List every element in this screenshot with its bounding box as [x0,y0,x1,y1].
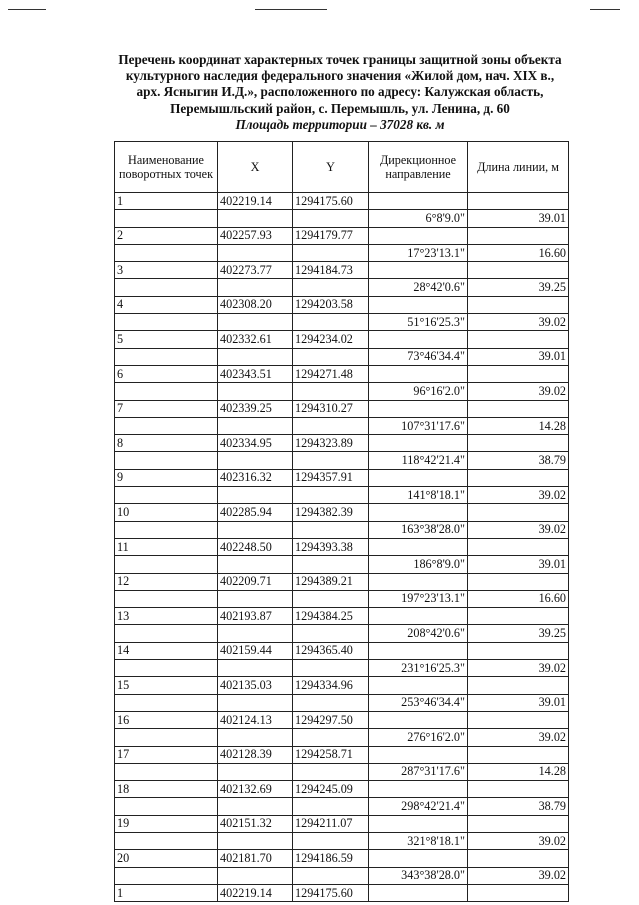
y-cell: 1294271.48 [293,365,369,382]
direction-cell: 51°16'25.3" [369,314,468,331]
point-name-cell [115,729,218,746]
point-name-cell [115,556,218,573]
x-cell: 402219.14 [218,193,293,210]
direction-cell [369,469,468,486]
y-cell [293,590,369,607]
point-name-cell: 4 [115,296,218,313]
table-header-row [115,142,569,193]
length-cell: 16.60 [468,590,569,607]
point-name-cell: 3 [115,262,218,279]
y-cell [293,348,369,365]
length-cell: 39.02 [468,314,569,331]
length-cell: 39.01 [468,694,569,711]
length-cell: 39.25 [468,279,569,296]
y-cell [293,867,369,884]
x-cell: 402248.50 [218,538,293,555]
length-cell [468,677,569,694]
point-row [115,711,569,728]
length-cell: 39.01 [468,556,569,573]
point-row [115,781,569,798]
direction-cell [369,711,468,728]
y-cell: 1294334.96 [293,677,369,694]
length-cell: 39.25 [468,625,569,642]
length-cell [468,296,569,313]
point-row [115,435,569,452]
point-row [115,884,569,901]
y-cell [293,417,369,434]
length-cell [468,435,569,452]
y-cell [293,487,369,504]
x-cell [218,832,293,849]
header-length: Длина линии, м [468,142,569,193]
direction-cell: 107°31'17.6" [369,417,468,434]
length-cell [468,262,569,279]
point-row [115,469,569,486]
direction-cell: 343°38'28.0" [369,867,468,884]
y-cell: 1294186.59 [293,850,369,867]
length-cell: 14.28 [468,417,569,434]
length-cell: 38.79 [468,452,569,469]
direction-cell: 163°38'28.0" [369,521,468,538]
x-cell: 402273.77 [218,262,293,279]
x-cell: 402159.44 [218,642,293,659]
point-name-cell [115,487,218,504]
direction-cell [369,331,468,348]
point-name-cell: 1 [115,884,218,901]
point-name-cell: 17 [115,746,218,763]
length-cell: 39.02 [468,832,569,849]
point-name-cell: 20 [115,850,218,867]
segment-row [115,832,569,849]
point-name-cell [115,210,218,227]
point-row [115,400,569,417]
direction-cell [369,884,468,901]
y-cell [293,556,369,573]
header-point-name: Наименование поворотных точек [115,142,218,193]
length-cell: 39.02 [468,867,569,884]
point-row [115,331,569,348]
length-cell: 39.02 [468,660,569,677]
direction-cell [369,850,468,867]
direction-cell [369,781,468,798]
segment-row [115,763,569,780]
x-cell [218,487,293,504]
y-cell [293,383,369,400]
length-cell [468,642,569,659]
scan-artifact-line [255,9,327,10]
segment-row [115,729,569,746]
segment-row [115,383,569,400]
x-cell: 402343.51 [218,365,293,382]
document-heading [60,52,620,133]
point-row [115,573,569,590]
y-cell [293,798,369,815]
point-name-cell: 8 [115,435,218,452]
length-cell [468,781,569,798]
point-row [115,262,569,279]
y-cell [293,521,369,538]
x-cell [218,210,293,227]
length-cell: 38.79 [468,798,569,815]
point-row [115,746,569,763]
length-cell: 39.01 [468,210,569,227]
length-cell: 39.02 [468,729,569,746]
header-x: X [218,142,293,193]
direction-cell [369,746,468,763]
direction-cell [369,608,468,625]
point-name-cell [115,314,218,331]
point-name-cell: 16 [115,711,218,728]
x-cell: 402135.03 [218,677,293,694]
y-cell [293,694,369,711]
segment-row [115,452,569,469]
length-cell [468,469,569,486]
length-cell [468,815,569,832]
segment-row [115,487,569,504]
direction-cell: 141°8'18.1" [369,487,468,504]
direction-cell [369,365,468,382]
y-cell: 1294234.02 [293,331,369,348]
direction-cell: 253°46'34.4" [369,694,468,711]
length-cell [468,365,569,382]
segment-row [115,314,569,331]
direction-cell: 6°8'9.0" [369,210,468,227]
direction-cell: 287°31'17.6" [369,763,468,780]
segment-row [115,348,569,365]
x-cell: 402334.95 [218,435,293,452]
y-cell [293,314,369,331]
direction-cell [369,227,468,244]
length-cell [468,538,569,555]
point-name-cell [115,832,218,849]
segment-row [115,279,569,296]
y-cell: 1294323.89 [293,435,369,452]
direction-cell [369,642,468,659]
x-cell [218,798,293,815]
point-name-cell: 10 [115,504,218,521]
x-cell [218,694,293,711]
point-name-cell: 14 [115,642,218,659]
y-cell: 1294179.77 [293,227,369,244]
length-cell [468,608,569,625]
x-cell: 402181.70 [218,850,293,867]
direction-cell [369,262,468,279]
segment-row [115,867,569,884]
title-line: арх. Ясныгин И.Д.», расположенного по адресу: Калужская область, [136,84,544,100]
y-cell: 1294297.50 [293,711,369,728]
x-cell: 402339.25 [218,400,293,417]
direction-cell: 298°42'21.4" [369,798,468,815]
point-name-cell [115,452,218,469]
y-cell: 1294258.71 [293,746,369,763]
x-cell [218,763,293,780]
x-cell [218,452,293,469]
x-cell: 402332.61 [218,331,293,348]
point-row [115,193,569,210]
length-cell: 39.02 [468,521,569,538]
direction-cell: 197°23'13.1" [369,590,468,607]
point-name-cell: 18 [115,781,218,798]
y-cell: 1294203.58 [293,296,369,313]
point-name-cell [115,798,218,815]
y-cell [293,832,369,849]
x-cell [218,521,293,538]
x-cell [218,417,293,434]
point-name-cell [115,763,218,780]
length-cell: 39.01 [468,348,569,365]
y-cell [293,452,369,469]
length-cell [468,193,569,210]
direction-cell [369,296,468,313]
direction-cell [369,677,468,694]
scan-artifact-line [590,9,620,10]
y-cell [293,625,369,642]
length-cell [468,227,569,244]
y-cell [293,210,369,227]
point-row [115,677,569,694]
direction-cell: 321°8'18.1" [369,832,468,849]
y-cell: 1294389.21 [293,573,369,590]
length-cell [468,504,569,521]
header-y: Y [293,142,369,193]
point-name-cell [115,417,218,434]
y-cell: 1294384.25 [293,608,369,625]
segment-row [115,660,569,677]
length-cell: 39.02 [468,383,569,400]
x-cell [218,244,293,261]
point-row [115,538,569,555]
point-row [115,365,569,382]
x-cell [218,729,293,746]
x-cell: 402132.69 [218,781,293,798]
point-row [115,642,569,659]
direction-cell [369,193,468,210]
point-row [115,296,569,313]
x-cell [218,383,293,400]
direction-cell: 28°42'0.6" [369,279,468,296]
length-cell [468,884,569,901]
y-cell: 1294382.39 [293,504,369,521]
y-cell: 1294365.40 [293,642,369,659]
x-cell [218,625,293,642]
point-name-cell [115,694,218,711]
point-name-cell: 9 [115,469,218,486]
point-name-cell: 7 [115,400,218,417]
y-cell [293,279,369,296]
x-cell [218,314,293,331]
coordinates-table [114,141,569,902]
x-cell: 402316.32 [218,469,293,486]
length-cell [468,400,569,417]
point-name-cell [115,590,218,607]
segment-row [115,417,569,434]
x-cell [218,556,293,573]
table-body [115,193,569,902]
length-cell [468,850,569,867]
direction-cell: 186°8'9.0" [369,556,468,573]
x-cell [218,590,293,607]
x-cell: 402128.39 [218,746,293,763]
header-direction: Дирекционное направление [369,142,468,193]
segment-row [115,521,569,538]
x-cell: 402257.93 [218,227,293,244]
point-name-cell [115,625,218,642]
point-name-cell: 6 [115,365,218,382]
length-cell [468,331,569,348]
title-line: культурного наследия федерального значения «Жилой дом, нач. XIX в., [125,68,555,84]
direction-cell: 208°42'0.6" [369,625,468,642]
segment-row [115,798,569,815]
length-cell [468,573,569,590]
length-cell: 16.60 [468,244,569,261]
x-cell [218,279,293,296]
point-name-cell: 13 [115,608,218,625]
y-cell: 1294310.27 [293,400,369,417]
point-name-cell: 12 [115,573,218,590]
y-cell [293,660,369,677]
direction-cell: 118°42'21.4" [369,452,468,469]
y-cell: 1294393.38 [293,538,369,555]
point-name-cell [115,867,218,884]
segment-row [115,210,569,227]
direction-cell [369,538,468,555]
y-cell: 1294211.07 [293,815,369,832]
point-name-cell [115,348,218,365]
y-cell [293,729,369,746]
point-name-cell: 11 [115,538,218,555]
title-line: Перечень координат характерных точек границы защитной зоны объекта [118,52,562,67]
point-name-cell [115,383,218,400]
segment-row [115,625,569,642]
direction-cell: 17°23'13.1" [369,244,468,261]
point-row [115,815,569,832]
y-cell: 1294245.09 [293,781,369,798]
point-name-cell [115,521,218,538]
point-row [115,504,569,521]
point-name-cell: 2 [115,227,218,244]
segment-row [115,556,569,573]
point-name-cell: 15 [115,677,218,694]
length-cell: 39.02 [468,487,569,504]
y-cell: 1294357.91 [293,469,369,486]
direction-cell: 231°16'25.3" [369,660,468,677]
x-cell: 402308.20 [218,296,293,313]
x-cell: 402285.94 [218,504,293,521]
direction-cell [369,573,468,590]
title-line: Перемышльский район, с. Перемышль, ул. Ленина, д. 60 [170,100,510,116]
direction-cell: 73°46'34.4" [369,348,468,365]
x-cell: 402193.87 [218,608,293,625]
direction-cell: 276°16'2.0" [369,729,468,746]
segment-row [115,244,569,261]
point-row [115,608,569,625]
point-row [115,227,569,244]
segment-row [115,694,569,711]
point-name-cell [115,244,218,261]
x-cell: 402209.71 [218,573,293,590]
direction-cell: 96°16'2.0" [369,383,468,400]
y-cell: 1294175.60 [293,193,369,210]
x-cell: 402219.14 [218,884,293,901]
y-cell [293,763,369,780]
x-cell [218,660,293,677]
length-cell: 14.28 [468,763,569,780]
y-cell: 1294184.73 [293,262,369,279]
length-cell [468,711,569,728]
direction-cell [369,435,468,452]
scan-artifact-line [8,9,46,10]
direction-cell [369,504,468,521]
length-cell [468,746,569,763]
point-name-cell [115,660,218,677]
point-name-cell [115,279,218,296]
x-cell: 402151.32 [218,815,293,832]
point-name-cell: 1 [115,193,218,210]
segment-row [115,590,569,607]
y-cell [293,244,369,261]
direction-cell [369,815,468,832]
area-line: Площадь территории – 37028 кв. м [235,116,445,132]
point-name-cell: 19 [115,815,218,832]
x-cell [218,867,293,884]
x-cell: 402124.13 [218,711,293,728]
point-row [115,850,569,867]
point-name-cell: 5 [115,331,218,348]
x-cell [218,348,293,365]
y-cell: 1294175.60 [293,884,369,901]
direction-cell [369,400,468,417]
